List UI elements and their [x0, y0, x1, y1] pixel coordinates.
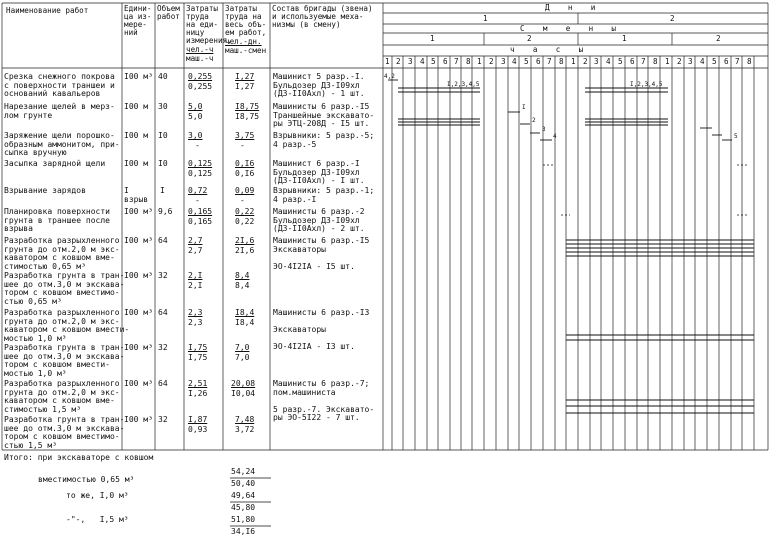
- row-labor-total-2: I8,75: [235, 112, 260, 121]
- totals-value-3b: 34,I6: [231, 527, 256, 536]
- row-labor-total-2: I0,04: [231, 389, 256, 398]
- hour-number: 2: [396, 57, 401, 66]
- row-name: Разработка разрыхленного грунта до отм.2,0 м экс- каватором с ковшом вмести- мостью 1,0 м³: [4, 308, 130, 343]
- row-name: Нарезание щелей в мерз- лом грунте: [4, 102, 115, 120]
- row-labor-unit-2: I,75: [188, 353, 208, 362]
- row-labor-total-1: 7,48: [235, 415, 255, 424]
- bar-label: I,2,3,4,5: [630, 81, 663, 88]
- row-name: Срезка снежного покрова с поверхности траншеи и оснований кавальеров: [4, 72, 115, 99]
- row-labor-total-1: 20,08: [231, 379, 256, 388]
- row-labor-total-2: 3,72: [235, 425, 255, 434]
- row-labor-total-2: I8,4: [235, 318, 255, 327]
- row-name: Разработка грунта в тран- шее до отм.3,0 м экскава- тором с ковшом вмести- мостью 1,0 м³: [4, 343, 125, 378]
- header-shift-1: 1: [430, 34, 435, 43]
- row-unit: I00 м³: [124, 343, 153, 352]
- row-labor-unit-1: I,87: [188, 415, 208, 424]
- row-labor-total-2: 8,4: [235, 281, 250, 290]
- hour-number: 6: [536, 57, 541, 66]
- row-volume: 30: [158, 102, 168, 111]
- row-labor-unit-1: 2,7: [188, 236, 203, 245]
- hour-number: 7: [641, 57, 646, 66]
- row-labor-unit-2: -: [195, 196, 200, 205]
- hour-number: 4: [606, 57, 611, 66]
- row-volume: I0: [158, 131, 168, 140]
- row-volume: 64: [158, 308, 168, 317]
- totals-value-1a: 54,24: [231, 467, 256, 476]
- row-name: Планировка поверхности грунта в траншее после взрыва: [4, 207, 110, 234]
- row-name: Разработка разрыхленного грунта до отм.2,0 м экс- каватором с ковшом вме- стимостью 1,5 м³: [4, 379, 120, 414]
- hour-number: 3: [594, 57, 599, 66]
- row-labor-unit-2: 2,3: [188, 318, 203, 327]
- row-labor-total-2: 7,0: [235, 353, 250, 362]
- row-labor-unit-1: I,75: [188, 343, 208, 352]
- row-name: Разработка грунта в тран- шее до отм.3,0 м экскава- тором с ковшом вместимо- стью 0,65 м³: [4, 271, 125, 306]
- row-labor-total-1: I8,75: [235, 102, 260, 111]
- hour-number: 6: [724, 57, 729, 66]
- header-days: Д н и: [545, 3, 596, 12]
- row-name: Взрывание зарядов: [4, 186, 86, 195]
- totals-value-2b: 45,80: [231, 503, 256, 512]
- row-unit: I00 м³: [124, 271, 153, 280]
- row-labor-unit-2: 0,255: [188, 82, 213, 91]
- row-unit: I00 м³: [124, 379, 153, 388]
- hour-number: 7: [454, 57, 459, 66]
- row-unit: I00 м: [124, 131, 149, 140]
- row-volume: 9,6: [158, 207, 173, 216]
- row-crew: Машинисты 6 разр.-I5 Траншейные экскавато- ры ЭТЦ-208Д - I5 шт.: [273, 102, 375, 129]
- hour-number: 8: [747, 57, 752, 66]
- hour-number: 1: [665, 57, 670, 66]
- row-labor-unit-1: 0,255: [188, 72, 213, 81]
- row-unit: I00 м³: [124, 415, 153, 424]
- row-labor-total-1: 0,I6: [235, 159, 255, 168]
- hour-number: 3: [688, 57, 693, 66]
- hour-number: 4: [420, 57, 425, 66]
- row-labor-unit-2: -: [195, 141, 200, 150]
- hour-number: 3: [408, 57, 413, 66]
- hour-number: 7: [735, 57, 740, 66]
- row-labor-unit-1: 0,165: [188, 207, 213, 216]
- totals-value-3a: 51,80: [231, 515, 256, 524]
- header-name: Наименование работ: [6, 6, 89, 15]
- row-volume: I: [160, 186, 165, 195]
- header-shift-4: 2: [716, 34, 721, 43]
- totals-label-1: вместимостью 0,65 м³: [38, 475, 135, 484]
- row-labor-unit-2: 0,93: [188, 425, 208, 434]
- row-labor-total-1: I8,4: [235, 308, 255, 317]
- row-labor-unit-1: 3,0: [188, 131, 203, 140]
- row-labor-total-1: 0,22: [235, 207, 255, 216]
- hour-number: 5: [618, 57, 623, 66]
- hour-number: 2: [583, 57, 588, 66]
- hour-number: 6: [443, 57, 448, 66]
- row-labor-unit-1: 0,125: [188, 159, 213, 168]
- hour-number: 1: [385, 57, 390, 66]
- row-labor-unit-1: 5,0: [188, 102, 203, 111]
- bar-label: 5: [734, 133, 738, 140]
- hour-number: 6: [630, 57, 635, 66]
- header-hours: ч а с ы: [510, 45, 584, 54]
- row-unit: I00 м³: [124, 308, 153, 317]
- row-volume: 32: [158, 343, 168, 352]
- row-labor-total-2: -: [240, 196, 245, 205]
- header-unit: Едини- ца из- мере- ний: [124, 4, 152, 38]
- row-labor-unit-2: 0,165: [188, 217, 213, 226]
- hour-number: 8: [466, 57, 471, 66]
- row-labor-unit-1: 0,72: [188, 186, 208, 195]
- hour-number: 7: [547, 57, 552, 66]
- header-labor-total: Затраты труда на весь объ- ем работ,: [225, 4, 267, 38]
- header-shifts: С м е н ы: [520, 24, 617, 33]
- header-day-2: 2: [670, 14, 675, 23]
- hour-number: 5: [712, 57, 717, 66]
- row-volume: 40: [158, 72, 168, 81]
- header-labor-unit-u1: чел.-ч: [186, 45, 214, 54]
- row-labor-unit-2: 2,7: [188, 246, 203, 255]
- totals-label-2: то же, I,0 м³: [66, 491, 129, 500]
- row-crew: Взрывники: 5 разр.-1; 4 разр.-I: [273, 186, 375, 204]
- header-shift-3: 1: [622, 34, 627, 43]
- header-labor-total-u2: маш.-смен: [225, 46, 267, 55]
- row-crew: Машинисты 6 разр.-2 Бульдозер ДЗ-I09хл (ДЗ-II0Ахл) - 2 шт.: [273, 207, 365, 234]
- totals-label-3: -"-, I,5 м³: [66, 515, 129, 524]
- row-labor-total-2: -: [240, 141, 245, 150]
- hour-number: 4: [700, 57, 705, 66]
- row-labor-total-2: 0,22: [235, 217, 255, 226]
- header-crew: Состав бригады (звена) и используемые меха- низмы (в смену): [272, 4, 373, 30]
- header-day-1: 1: [483, 14, 488, 23]
- hour-number: 2: [677, 57, 682, 66]
- row-crew: Машинисты 6 разр.-I5 Экскаваторы ЭО-4I2IА - I5 шт.: [273, 236, 370, 271]
- row-volume: I0: [158, 159, 168, 168]
- row-labor-unit-2: 0,125: [188, 169, 213, 178]
- totals-value-1b: 50,40: [231, 479, 256, 488]
- row-labor-unit-2: I,26: [188, 389, 208, 398]
- bar-label: 3: [542, 126, 546, 133]
- hour-number: 8: [653, 57, 658, 66]
- row-labor-total-1: 3,75: [235, 131, 255, 140]
- row-unit: I взрыв: [124, 186, 149, 204]
- row-labor-total-1: 2I,6: [235, 236, 255, 245]
- hour-number: 2: [489, 57, 494, 66]
- row-unit: I00 м³: [124, 236, 153, 245]
- bar-label: I: [522, 104, 526, 111]
- header-labor-total-u1: чел.-дн.: [225, 37, 262, 46]
- row-labor-unit-2: 2,I: [188, 281, 203, 290]
- row-labor-total-1: 0,09: [235, 186, 255, 195]
- header-labor-unit-u2: маш.-ч: [186, 54, 214, 63]
- row-name: Разработка разрыхленного грунта до отм.2,0 м экс- каватором с ковшом вме- стимостью 0,65 м³: [4, 236, 120, 271]
- row-crew: Машинист 5 разр.-I. Бульдозер ДЗ-I09хл (ДЗ-II0Ахл) - 1 шт.: [273, 72, 365, 99]
- hour-number: 5: [431, 57, 436, 66]
- gantt-bars: [388, 80, 754, 413]
- row-name: Засыпка зарядной щели: [4, 159, 106, 168]
- row-name: Заряжение щели порошко- образным аммонитом, при- сыпка вручную: [4, 131, 120, 158]
- totals-value-2a: 49,64: [231, 491, 256, 500]
- row-volume: 32: [158, 415, 168, 424]
- bar-label: I,2,3,4,5: [447, 81, 480, 88]
- bar-label: 4: [553, 133, 557, 140]
- row-unit: I00 м: [124, 102, 149, 111]
- hour-number: 1: [571, 57, 576, 66]
- row-crew: Машинисты 6 разр.-7; пом.машиниста 5 разр.-7. Экскавато- ры ЭО-5I22 - 7 шт.: [273, 379, 375, 423]
- row-labor-total-1: I,27: [235, 72, 255, 81]
- gantt-dashed: [543, 165, 748, 215]
- row-volume: 32: [158, 271, 168, 280]
- row-unit: I00 м³: [124, 72, 153, 81]
- hour-number: 5: [524, 57, 529, 66]
- row-labor-unit-1: 2,51: [188, 379, 208, 388]
- totals-title: Итого: при экскаваторе с ковшом: [4, 453, 154, 462]
- hour-number: 8: [559, 57, 564, 66]
- row-labor-total-2: 0,I6: [235, 169, 255, 178]
- hour-number: 3: [501, 57, 506, 66]
- bar-label: 2: [532, 117, 536, 124]
- bar-label: 4,2: [384, 73, 395, 80]
- row-crew: Взрывники: 5 разр.-5; 4 разр.-5: [273, 131, 375, 149]
- row-labor-total-2: I,27: [235, 82, 255, 91]
- hour-number: 4: [512, 57, 517, 66]
- row-volume: 64: [158, 236, 168, 245]
- row-labor-unit-2: 5,0: [188, 112, 203, 121]
- header-labor-unit: Затраты труда на еди- ницу измерения,: [186, 4, 232, 46]
- row-labor-total-1: 8,4: [235, 271, 250, 280]
- row-crew: Машинисты 6 разр.-I3 Экскаваторы ЭО-4I2IА - I3 шт.: [273, 308, 370, 352]
- row-name: Разработка грунта в тран- шее до отм.3,0 м экскава- тором с ковшом вместимо- стью 1,5 м³: [4, 415, 125, 450]
- header-shift-2: 2: [527, 34, 532, 43]
- row-unit: I00 м: [124, 159, 149, 168]
- header-volume: Объем работ: [157, 4, 180, 22]
- hour-number: 1: [477, 57, 482, 66]
- row-volume: 64: [158, 379, 168, 388]
- row-labor-total-1: 7,0: [235, 343, 250, 352]
- row-labor-total-2: 2I,6: [235, 246, 255, 255]
- row-labor-unit-1: 2,I: [188, 271, 203, 280]
- row-crew: Машинист 6 разр.-I Бульдозер ДЗ-I09хл (ДЗ-II0Ахл) - I шт.: [273, 159, 365, 186]
- row-unit: I00 м³: [124, 207, 153, 216]
- row-labor-unit-1: 2,3: [188, 308, 203, 317]
